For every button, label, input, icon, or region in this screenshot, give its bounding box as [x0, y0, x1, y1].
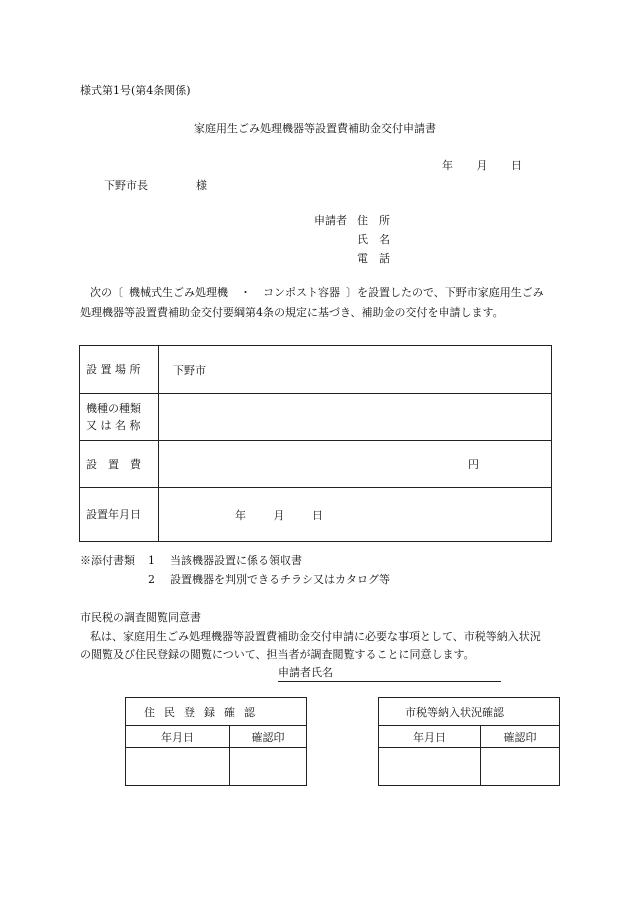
table-row [80, 346, 552, 394]
install-date-label: 設置年月日 [80, 488, 159, 542]
model-label [80, 394, 159, 441]
body-item-compost: コンポスト容器 [263, 286, 340, 299]
tax-box-date-cell[interactable] [379, 748, 481, 786]
applicant-block [314, 211, 390, 268]
consent-title: 市民税の調査閲覧同意書 [80, 611, 201, 624]
model-label-line2: 又 は 名 称 [86, 419, 141, 432]
resident-registration-box [125, 697, 307, 786]
resident-box-seal-cell[interactable] [230, 748, 307, 786]
resident-box-seal-header: 確認印 [230, 726, 307, 748]
date-day: 日 [511, 159, 522, 172]
install-day: 日 [312, 508, 323, 522]
location-value[interactable]: 下野市 [159, 346, 552, 394]
model-label-line1: 機種の種類 [86, 402, 141, 415]
location-label: 設 置 場 所 [80, 346, 159, 394]
tax-box-seal-header: 確認印 [481, 726, 560, 748]
model-value[interactable] [159, 394, 552, 441]
signature-line[interactable] [278, 664, 501, 682]
applicant-name-label: 氏 名 [357, 233, 390, 246]
attachments-note [80, 551, 390, 589]
cost-label: 設 置 費 [80, 441, 159, 488]
body-suffix: 〕を設置したので、下野市家庭用生ごみ処理機器等設置費補助金交付要綱第4条の規定に基づき、補助金の交付を申請します。 [80, 286, 544, 319]
signature-label: 申請者氏名 [278, 666, 333, 679]
date-line [442, 157, 522, 173]
resident-box-title [126, 698, 307, 726]
resident-box-date-header: 年月日 [126, 726, 230, 748]
attachment-num: 1 [148, 554, 155, 567]
cost-unit: 円 [468, 458, 479, 471]
attachments-label: ※添付書類 [80, 554, 135, 567]
addressee-name: 下野市長 [104, 179, 148, 192]
tax-box-title: 市税等納入状況確認 [379, 698, 560, 726]
date-year: 年 [442, 159, 453, 172]
body-prefix: 次の〔 [90, 286, 123, 299]
date-month: 月 [476, 159, 488, 172]
form-number: 様式第1号(第4条関係) [80, 84, 191, 97]
application-table [79, 345, 552, 542]
cost-value[interactable] [159, 441, 552, 488]
resident-box-title-text: 住民登録確認 [144, 705, 264, 719]
tax-box-seal-cell[interactable] [481, 748, 560, 786]
table-row [80, 441, 552, 488]
consent-body: 私は、家庭用生ごみ処理機器等設置費補助金交付申請に必要な事項として、市税等納入状況の閲覧及び住民登録の閲覧について、担当者が調査閲覧することに同意します。 [80, 630, 541, 661]
attachment-num: 2 [148, 573, 155, 586]
applicant-address-label: 住 所 [357, 214, 390, 227]
attachment-text: 当該機器設置に係る領収書 [170, 554, 302, 567]
resident-box-date-cell[interactable] [126, 748, 230, 786]
document-title: 家庭用生ごみ処理機器等設置費補助金交付申請書 [194, 122, 436, 135]
table-row [80, 394, 552, 441]
install-month: 月 [273, 508, 285, 522]
install-date-value[interactable] [159, 488, 552, 542]
attachment-text: 設置機器を判別できるチラシ又はカタログ等 [170, 573, 390, 586]
install-year: 年 [235, 508, 246, 522]
applicant-phone-label: 電 話 [357, 252, 390, 265]
application-body [80, 283, 550, 323]
body-item-machine: 機械式生ごみ処理機 [129, 286, 228, 299]
tax-status-box [378, 697, 560, 786]
applicant-label: 申請者 [314, 214, 347, 227]
addressee-honorific: 様 [196, 179, 207, 192]
tax-box-date-header: 年月日 [379, 726, 481, 748]
body-separator: ・ [240, 286, 251, 299]
addressee [104, 177, 207, 193]
table-row [80, 488, 552, 542]
